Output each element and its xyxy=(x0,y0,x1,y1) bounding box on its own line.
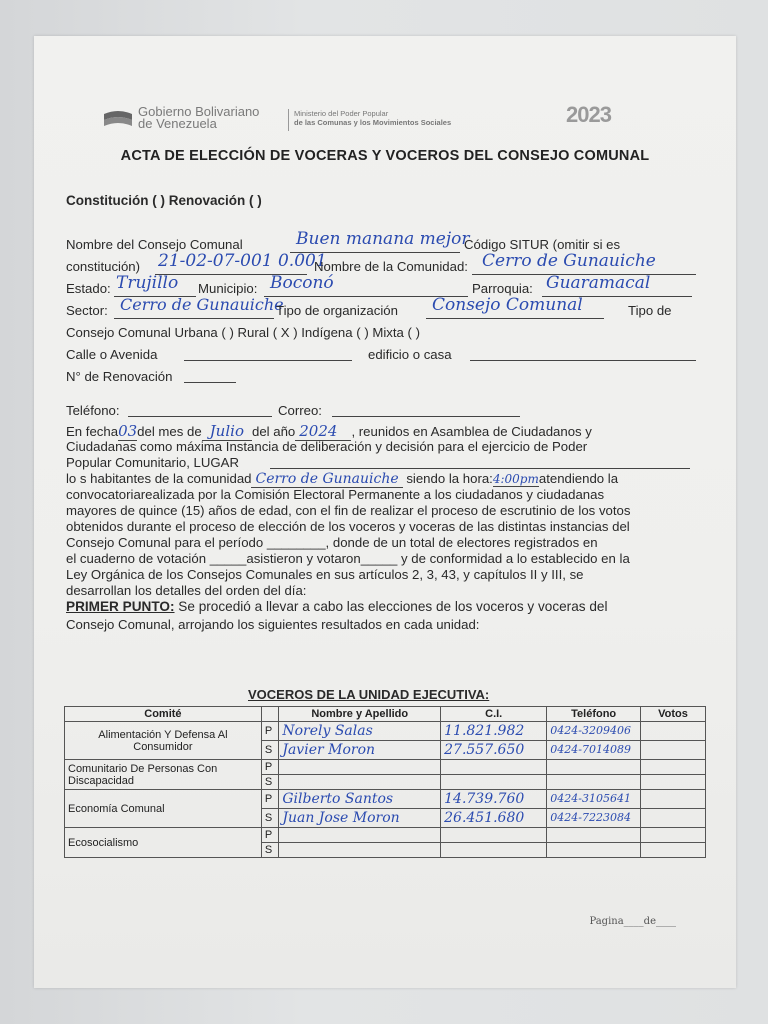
suplente-ci[interactable] xyxy=(441,775,547,790)
table-header-row xyxy=(65,707,706,722)
state-label: Estado: xyxy=(66,281,111,296)
body-line-6: mayores de quince (15) años de edad, con el fin de realizar el proceso de escrutinio de los votos xyxy=(66,503,631,518)
page-number: Pagina____de____ xyxy=(589,916,676,927)
principal-phone[interactable] xyxy=(547,828,641,843)
state-value[interactable]: Trujillo xyxy=(116,273,179,293)
renovation-number-line xyxy=(184,382,236,383)
building-line xyxy=(470,360,696,361)
document-sheet xyxy=(34,36,736,988)
principal-votes[interactable] xyxy=(641,722,706,741)
table-row xyxy=(65,760,706,775)
header-ci: C.I. xyxy=(441,707,547,722)
organization-type-line xyxy=(426,318,604,319)
principal-name[interactable]: Gilberto Santos xyxy=(279,790,441,809)
attending-text: atendiendo la xyxy=(538,471,619,486)
principal-name[interactable] xyxy=(279,760,441,775)
header-votes: Votos xyxy=(641,707,706,722)
email-label: Correo: xyxy=(278,403,322,418)
day-value[interactable]: 03 xyxy=(118,422,138,440)
municipality-value[interactable]: Boconó xyxy=(270,273,334,293)
principal-ci[interactable] xyxy=(441,828,547,843)
principal-votes[interactable] xyxy=(641,790,706,809)
suplente-votes[interactable] xyxy=(641,843,706,858)
principal-letter: P xyxy=(261,722,279,741)
community-written-value[interactable]: Cerro de Gunauiche xyxy=(251,471,402,488)
body-line-5: convocatoriarealizada por la Comisión Electoral Permanente a los ciudadanos y ciudadanas xyxy=(66,487,605,502)
suplente-name[interactable]: Juan Jose Moron xyxy=(279,809,441,828)
street-label: Calle o Avenida xyxy=(66,347,158,362)
suplente-votes[interactable] xyxy=(641,741,706,760)
council-name-value[interactable]: Buen manana mejor xyxy=(296,229,470,249)
principal-phone[interactable]: 0424-3209406 xyxy=(547,722,641,741)
suplente-phone[interactable] xyxy=(547,775,641,790)
principal-name[interactable] xyxy=(279,828,441,843)
body-line-8: Consejo Comunal para el período ________, donde de un total de electores registrados en xyxy=(66,535,598,550)
assembly-text: , reunidos en Asamblea de Ciudadanos y xyxy=(351,424,592,439)
constitution-omit-label: constitución) xyxy=(66,259,141,274)
phone-line xyxy=(128,416,272,417)
community-name-value[interactable]: Cerro de Gunauiche xyxy=(482,251,656,271)
suplente-letter: S xyxy=(261,809,279,828)
table-row xyxy=(65,828,706,843)
comite-cell: Economía Comunal xyxy=(65,790,262,828)
parish-label: Parroquia: xyxy=(472,281,533,296)
sector-line xyxy=(114,318,274,319)
principal-votes[interactable] xyxy=(641,760,706,775)
venezuela-flag-logo xyxy=(102,108,134,130)
comite-cell: Comunitario De Personas Con Discapacidad xyxy=(65,760,262,790)
comite-cell: Ecosocialismo xyxy=(65,828,262,858)
suplente-name[interactable] xyxy=(279,843,441,858)
situr-code-value[interactable]: 21-02-07-001 0.001 xyxy=(158,251,327,271)
government-logo-text xyxy=(138,106,259,130)
municipality-label: Municipio: xyxy=(198,281,258,296)
situr-code-label: Código SITUR (omitir si es xyxy=(464,237,621,252)
building-label: edificio o casa xyxy=(368,347,452,362)
header-comite: Comité xyxy=(65,707,262,722)
suplente-phone[interactable]: 0424-7014089 xyxy=(547,741,641,760)
first-point-line xyxy=(66,598,608,615)
suplente-phone[interactable]: 0424-7223084 xyxy=(547,809,641,828)
street-line xyxy=(184,360,352,361)
document-title: ACTA DE ELECCIÓN DE VOCERAS Y VOCEROS DEL CONSEJO COMUNAL xyxy=(120,148,650,164)
ministry-line-2: de las Comunas y los Movimientos Sociales xyxy=(294,117,452,127)
phone-label: Teléfono: xyxy=(66,403,120,418)
year-value[interactable]: 2024 xyxy=(295,422,351,441)
gov-line-2: de Venezuela xyxy=(138,116,217,131)
suplente-name[interactable] xyxy=(279,775,441,790)
council-type-options: Consejo Comunal Urbana ( ) Rural ( X ) Indígena ( ) Mixta ( ) xyxy=(66,325,420,340)
table-row xyxy=(65,722,706,741)
suplente-phone[interactable] xyxy=(547,843,641,858)
body-line-10: Ley Orgánica de los Consejos Comunales en sus artículos 2, 3, 43, y capítulos II y III, se xyxy=(66,567,584,582)
principal-ci[interactable]: 11.821.982 xyxy=(441,722,547,741)
suplente-ci[interactable] xyxy=(441,843,547,858)
suplente-letter: S xyxy=(261,843,279,858)
principal-phone[interactable]: 0424-3105641 xyxy=(547,790,641,809)
suplente-letter: S xyxy=(261,775,279,790)
suplente-votes[interactable] xyxy=(641,775,706,790)
parish-value[interactable]: Guaramacal xyxy=(546,273,651,293)
principal-name[interactable]: Norely Salas xyxy=(279,722,441,741)
ministry-logo-text xyxy=(294,110,451,127)
principal-letter: P xyxy=(261,760,279,775)
table-row xyxy=(65,790,706,809)
renovation-number-label: N° de Renovación xyxy=(66,369,173,384)
month-value[interactable]: Julio xyxy=(202,422,252,441)
organization-type-label: Tipo de organización xyxy=(276,303,398,318)
council-name-label: Nombre del Consejo Comunal xyxy=(66,237,243,252)
header-name: Nombre y Apellido xyxy=(279,707,441,722)
ministry-line-1: Ministerio del Poder Popular xyxy=(294,109,389,118)
principal-letter: P xyxy=(261,828,279,843)
header-role xyxy=(261,707,279,722)
body-line-7: obtenidos durante el proceso de elección de los voceros y voceras de las distintas instancias del xyxy=(66,519,630,534)
constitution-renovation-line: Constitución ( ) Renovación ( ) xyxy=(66,193,262,208)
place-line xyxy=(270,468,690,469)
body-line-9: el cuaderno de votación _____asistieron y votaron_____ y de conformidad a lo establecido en la xyxy=(66,551,630,566)
type-of-label: Tipo de xyxy=(628,303,672,318)
header-phone: Teléfono xyxy=(547,707,641,722)
gov-line-1: Gobierno Bolivariano xyxy=(138,104,260,119)
suplente-ci[interactable]: 27.557.650 xyxy=(441,741,547,760)
principal-letter: P xyxy=(261,790,279,809)
principal-phone[interactable] xyxy=(547,760,641,775)
year-prefix: del año xyxy=(251,424,296,439)
executive-unit-title: VOCEROS DE LA UNIDAD EJECUTIVA: xyxy=(248,687,490,702)
seal-text: 2023 xyxy=(566,102,611,127)
suplente-ci[interactable]: 26.451.680 xyxy=(441,809,547,828)
hour-text: siendo la hora: xyxy=(406,471,493,486)
suplente-letter: S xyxy=(261,741,279,760)
principal-ci[interactable] xyxy=(441,760,547,775)
first-point-text: Se procedió a llevar a cabo las elecciones de los voceros y voceras del xyxy=(174,599,608,614)
logo-divider xyxy=(288,109,289,131)
community-name-label: Nombre de la Comunidad: xyxy=(314,259,468,274)
organization-type-value[interactable]: Consejo Comunal xyxy=(432,295,583,315)
month-prefix: del mes de xyxy=(137,424,202,439)
body-line-11: desarrollan los detalles del orden del día: xyxy=(66,583,307,598)
suplente-votes[interactable] xyxy=(641,809,706,828)
body-line-2: Ciudadanas como máxima Instancia de deliberación y decisión para el ejercicio de Poder xyxy=(66,439,588,454)
principal-votes[interactable] xyxy=(641,828,706,843)
body-line-13: Consejo Comunal, arrojando los siguientes resultados en cada unidad: xyxy=(66,617,480,632)
suplente-name[interactable]: Javier Moron xyxy=(279,741,441,760)
email-line xyxy=(332,416,520,417)
hour-value[interactable]: 4:00pm xyxy=(492,472,539,486)
inhabitants-text: lo s habitantes de la comunidad xyxy=(66,471,252,486)
body-line-3: Popular Comunitario, LUGAR xyxy=(66,455,239,470)
voceros-table xyxy=(64,706,706,858)
anniversary-seal-logo xyxy=(566,102,611,128)
date-prefix: En fecha xyxy=(66,424,119,439)
principal-ci[interactable]: 14.739.760 xyxy=(441,790,547,809)
first-point-label: PRIMER PUNTO: xyxy=(66,599,175,614)
sector-value[interactable]: Cerro de Gunauiche xyxy=(120,295,284,314)
comite-cell: Alimentación Y Defensa Al Consumidor xyxy=(65,722,262,760)
sector-label: Sector: xyxy=(66,303,108,318)
